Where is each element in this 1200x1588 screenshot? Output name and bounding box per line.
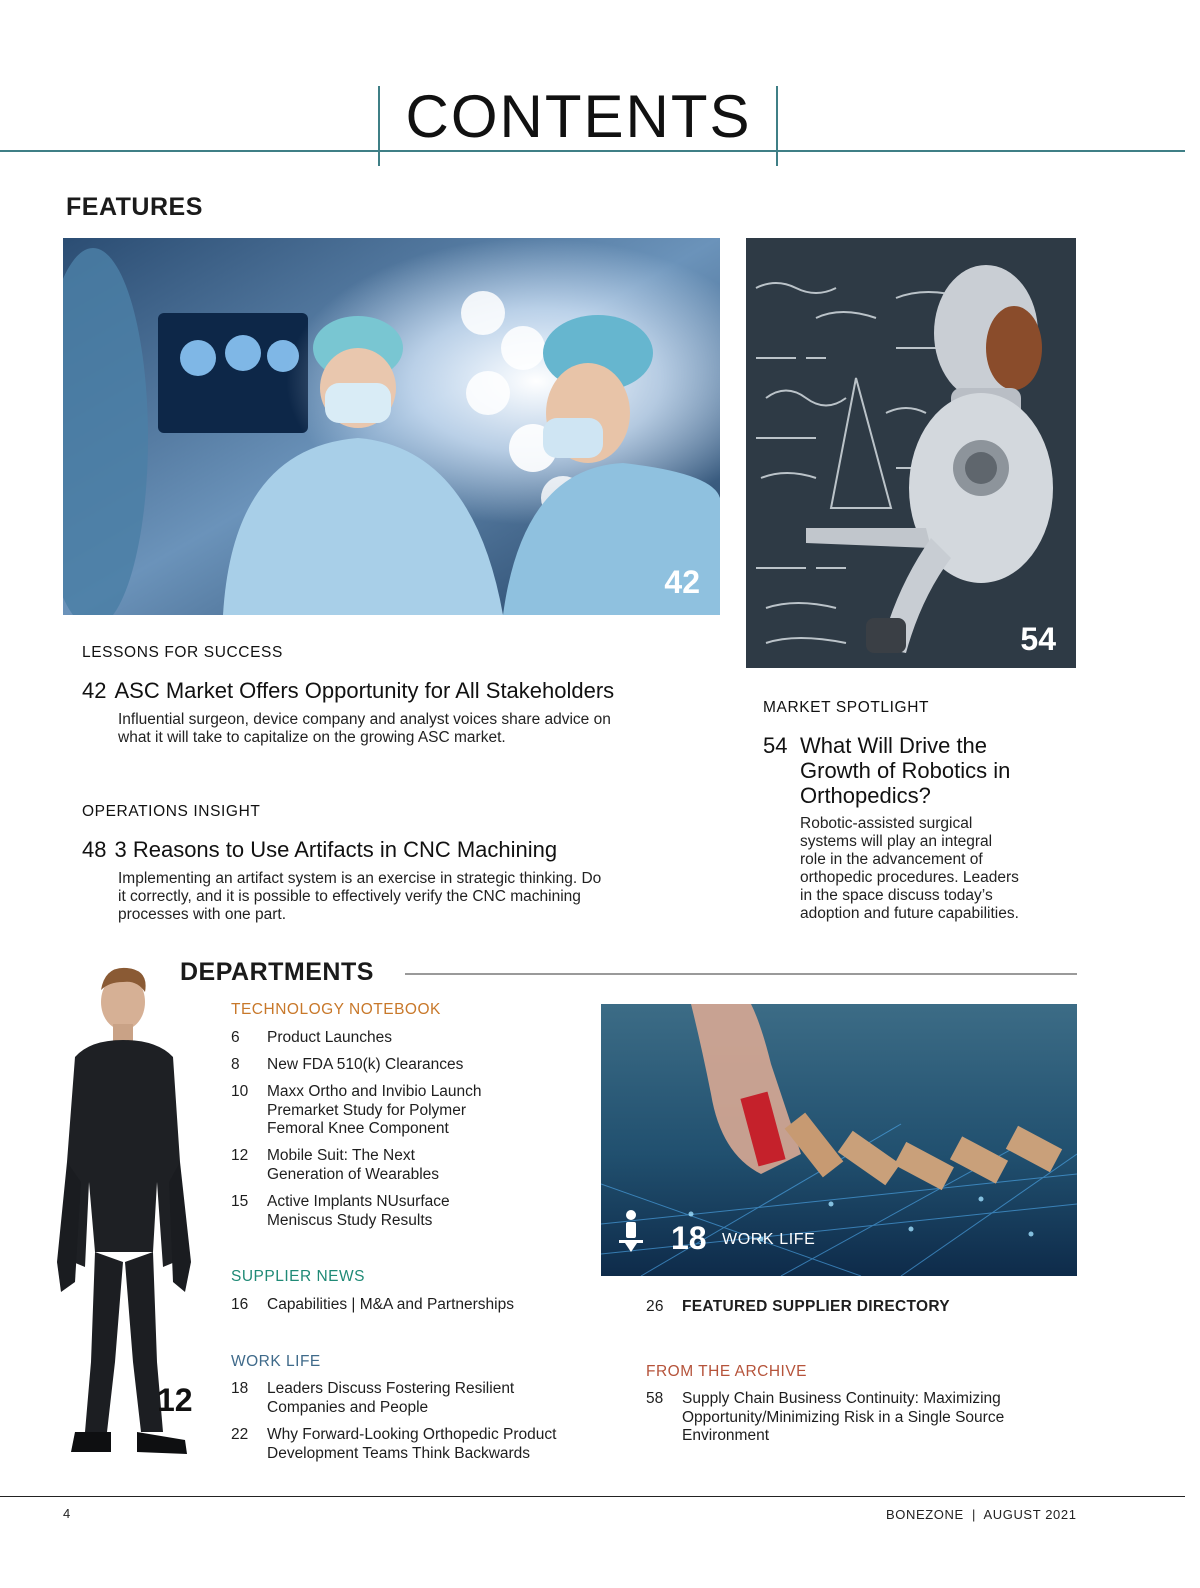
toc-title-line: FEATURED SUPPLIER DIRECTORY [682,1298,950,1315]
feature-kicker-lessons: LESSONS FOR SUCCESS [82,644,283,661]
desc-line: in the space discuss today’s [800,887,993,904]
toc-title-line: Supply Chain Business Continuity: Maximizing [682,1390,1001,1407]
surgery-photo-illustration [63,238,720,615]
toc-page-number: 8 [231,1056,240,1073]
toc-title-line: Product Launches [267,1029,392,1046]
feature-description [118,711,611,747]
feature-title [800,733,1080,808]
toc-title-line: Development Teams Think Backwards [267,1444,531,1462]
section-supplier-news: SUPPLIER NEWS [231,1268,365,1285]
toc-title-line: Companies and People [267,1398,429,1416]
surgery-image-page: 42 [664,564,700,600]
toc-title-line: Active Implants NUsurface [267,1193,450,1210]
robot-image[interactable] [746,238,1076,668]
desc-line: Influential surgeon, device company and analyst voices share advice on [118,711,611,728]
desc-line: systems will play an integral [800,833,993,850]
feature-page-number: 54 [763,733,788,758]
work-life-image-page: 18 [671,1220,707,1256]
toc-title-line: Environment [682,1427,770,1444]
toc-title-line: Femoral Knee Component [267,1120,449,1137]
robot-image-page: 54 [1020,621,1056,657]
desc-line: orthopedic procedures. Leaders [800,869,1019,886]
toc-page-number: 15 [231,1193,249,1210]
title-line: Growth of Robotics in [800,758,1011,783]
feature-title: 3 Reasons to Use Artifacts in CNC Machining [114,837,558,862]
toc-title-line: Premarket Study for Polymer [267,1101,466,1119]
toc-page-number: 12 [231,1147,249,1164]
publication-name: BONEZONE [886,1507,964,1522]
feature-page-number: 48 [82,837,107,862]
mobile-suit-image[interactable] [45,962,205,1467]
toc-page-number: 58 [646,1390,664,1407]
toc-title-line: Meniscus Study Results [267,1211,433,1229]
desc-line: it correctly, and it is possible to effectively verify the CNC machining [118,888,581,905]
departments-heading: DEPARTMENTS [180,958,374,986]
feature-kicker-market: MARKET SPOTLIGHT [763,699,930,716]
mobile-suit-image-page: 12 [157,1382,193,1418]
toc-title-line: Why Forward-Looking Orthopedic Product [267,1426,557,1443]
toc-page-number: 10 [231,1083,249,1100]
toc-title-line: Mobile Suit: The Next [267,1147,415,1164]
toc-page-number: 6 [231,1029,240,1046]
robot-photo-illustration [746,238,1076,668]
desc-line: processes with one part. [118,906,287,923]
feature-page-number: 42 [82,678,107,703]
desc-line: what it will take to capitalize on the growing ASC market. [118,729,506,746]
toc-title-line: Maxx Ortho and Invibio Launch [267,1083,482,1100]
page-number: 4 [63,1506,71,1521]
toc-page-number: 16 [231,1296,249,1313]
desc-line: Robotic-assisted surgical [800,815,973,832]
feature-kicker-operations: OPERATIONS INSIGHT [82,803,261,820]
toc-page-number: 18 [231,1380,249,1397]
section-from-the-archive: FROM THE ARCHIVE [646,1363,808,1380]
feature-title: ASC Market Offers Opportunity for All Stakeholders [114,678,615,703]
toc-title-line: New FDA 510(k) Clearances [267,1056,464,1073]
surgery-image[interactable] [63,238,720,615]
footer-rule [0,1496,1185,1497]
footer-separator: | [971,1507,976,1522]
departments-rule [405,973,1077,975]
desc-line: Implementing an artifact system is an exercise in strategic thinking. Do [118,870,602,887]
toc-page-number: 22 [231,1426,249,1443]
title-line: Orthopedics? [800,783,931,808]
desc-line: adoption and future capabilities. [800,905,1019,922]
footer-publication [886,1507,1077,1522]
section-work-life: WORK LIFE [231,1353,321,1370]
feature-link-asc[interactable] [82,678,614,703]
features-heading: FEATURES [66,193,203,221]
feature-description [800,815,1019,923]
section-technology-notebook: TECHNOLOGY NOTEBOOK [231,1001,441,1018]
toc-title-line: Opportunity/Minimizing Risk in a Single Source [682,1408,1005,1426]
work-life-image-label: WORK LIFE [722,1231,816,1248]
issue-date: AUGUST 2021 [983,1507,1077,1522]
feature-description [118,870,601,924]
desc-line: role in the advancement of [800,851,983,868]
toc-title-line: Generation of Wearables [267,1165,440,1183]
work-life-image[interactable] [601,1004,1077,1276]
title-line: What Will Drive the [800,733,988,758]
feature-link-cnc[interactable] [82,837,557,862]
toc-title-line: Leaders Discuss Fostering Resilient [267,1380,515,1397]
toc-page-number: 26 [646,1298,664,1315]
page-title: CONTENTS [405,83,752,150]
toc-title-line: Capabilities | M&A and Partnerships [267,1296,514,1313]
